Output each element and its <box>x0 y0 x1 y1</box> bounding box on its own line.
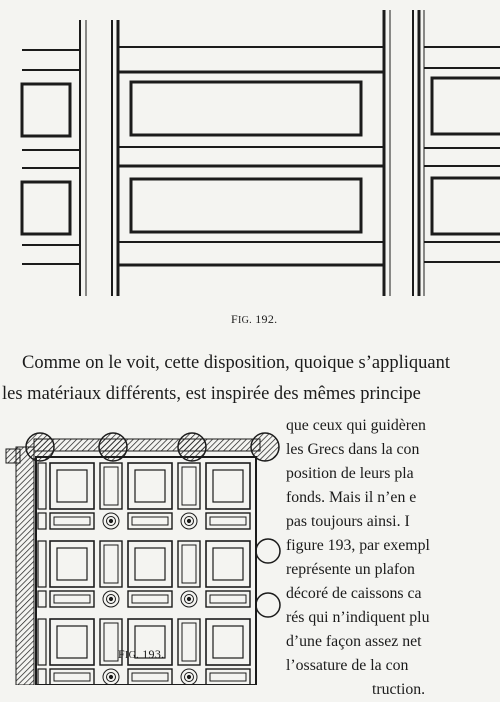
paragraph-line-1: Comme on le voit, cette disposition, quoique s’appliquant <box>22 353 451 373</box>
wrapped-paragraph <box>286 414 500 702</box>
paragraph-wrapped-line: les Grecs dans la con <box>286 441 420 458</box>
paragraph-wrapped-line: position de leurs pla <box>286 465 414 482</box>
paragraph-wrapped-line: d’une façon assez net <box>286 633 422 650</box>
figure-193-caption: FIG. 193. <box>118 647 165 661</box>
figure-192-caption: FIG. 192. <box>231 312 278 326</box>
figure-193-drawing <box>0 425 285 685</box>
paragraph-wrapped-line: l’ossature de la con <box>286 657 409 674</box>
paragraph-wrapped-line: pas toujours ainsi. I <box>286 513 410 530</box>
figure-192-drawing <box>0 0 500 300</box>
paragraph-wrapped-line: représente un plafon <box>286 561 415 578</box>
paragraph-wrapped-line: décoré de caissons ca <box>286 585 422 602</box>
paragraph-wrapped-line: que ceux qui guidèren <box>286 417 426 434</box>
paragraph-wrapped-line: rés qui n’indiquent plu <box>286 609 430 626</box>
paragraph-wrapped-line: figure 193, par exempl <box>286 537 430 554</box>
paragraph-line-2: les matériaux différents, est inspirée des mêmes principe <box>2 384 421 404</box>
paragraph-wrapped-line: fonds. Mais il n’en e <box>286 489 417 506</box>
paragraph-wrapped-line: truction. <box>372 681 426 698</box>
